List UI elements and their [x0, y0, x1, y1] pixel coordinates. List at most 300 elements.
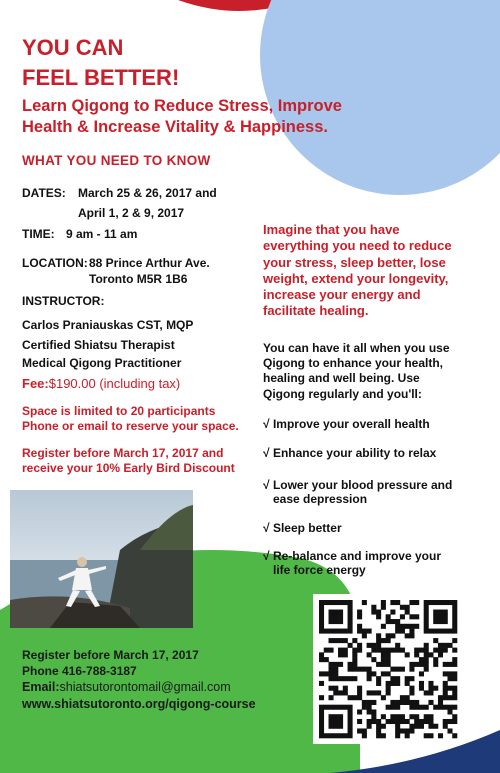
qr-module: [367, 705, 372, 710]
qr-module: [414, 700, 419, 705]
imagine-line6: facilitate healing.: [263, 303, 369, 319]
qr-module: [405, 610, 410, 615]
qr-module: [438, 652, 443, 657]
benefits-intro-line2: Qigong to enhance your health,: [263, 356, 444, 371]
imagine-line2: everything you need to reduce: [263, 238, 452, 254]
qr-module: [324, 671, 329, 676]
qr-module: [357, 690, 362, 695]
qr-module: [447, 676, 452, 681]
qr-module: [424, 733, 429, 738]
benefit-item: [263, 521, 342, 535]
qr-module: [319, 671, 324, 676]
qr-module: [390, 681, 395, 686]
qr-module: [343, 733, 348, 738]
qr-module: [443, 719, 448, 724]
qr-module: [452, 686, 457, 691]
qr-module: [333, 600, 338, 605]
location-line1: 88 Prince Arthur Ave.: [89, 256, 210, 270]
qr-module: [409, 600, 414, 605]
qr-module: [424, 614, 429, 619]
fee-label: Fee:: [22, 376, 49, 391]
qr-module: [395, 705, 400, 710]
benefit-item: [263, 446, 436, 460]
qr-module: [390, 714, 395, 719]
qr-module: [452, 605, 457, 610]
qr-module: [447, 695, 452, 700]
qr-module: [348, 695, 353, 700]
qr-module: [447, 643, 452, 648]
qr-module: [381, 662, 386, 667]
qr-module: [452, 714, 457, 719]
qr-module: [452, 676, 457, 681]
qr-module: [381, 600, 386, 605]
qr-module: [447, 671, 452, 676]
qr-module: [409, 667, 414, 672]
qr-module: [428, 690, 433, 695]
qr-module: [343, 705, 348, 710]
qr-module: [333, 667, 338, 672]
benefits-intro-line1: You can have it all when you use: [263, 341, 450, 355]
qr-module: [428, 686, 433, 691]
qr-module: [443, 686, 448, 691]
qr-module: [433, 600, 438, 605]
qr-module: [357, 643, 362, 648]
qr-module: [338, 662, 343, 667]
qr-module: [438, 610, 443, 615]
qr-module: [333, 614, 338, 619]
qr-module: [348, 600, 353, 605]
qr-module: [381, 638, 386, 643]
qr-module: [409, 724, 414, 729]
qr-module: [443, 662, 448, 667]
website-link[interactable]: www.shiatsutoronto.org/qigong-course: [22, 697, 256, 711]
qr-module: [329, 686, 334, 691]
qr-module: [447, 728, 452, 733]
qr-module: [428, 600, 433, 605]
location-line2: Toronto M5R 1B6: [89, 272, 188, 286]
qr-module: [357, 719, 362, 724]
qr-module: [324, 657, 329, 662]
benefit-item: [263, 549, 441, 578]
qr-module: [395, 648, 400, 653]
qr-module: [438, 648, 443, 653]
qr-module: [438, 600, 443, 605]
qr-module: [319, 705, 324, 710]
qr-module: [329, 714, 334, 719]
qr-module: [352, 648, 357, 653]
qr-module: [329, 667, 334, 672]
qr-module: [333, 619, 338, 624]
qr-module: [414, 714, 419, 719]
qr-module: [414, 662, 419, 667]
qr-module: [333, 629, 338, 634]
qr-module: [329, 619, 334, 624]
qr-module: [452, 657, 457, 662]
qr-module: [395, 600, 400, 605]
qr-module: [400, 700, 405, 705]
qr-module: [386, 686, 391, 691]
qr-module: [333, 705, 338, 710]
qr-module: [438, 614, 443, 619]
qr-module: [395, 733, 400, 738]
qr-module: [362, 728, 367, 733]
qr-module: [419, 681, 424, 686]
qr-code-frame: [313, 594, 463, 744]
qr-module: [319, 714, 324, 719]
qr-module: [438, 700, 443, 705]
qr-module: [400, 624, 405, 629]
qr-module: [443, 600, 448, 605]
qr-module: [329, 719, 334, 724]
dates-label: DATES:: [22, 186, 66, 200]
qr-module: [438, 705, 443, 710]
qr-module: [386, 614, 391, 619]
qr-module: [400, 719, 405, 724]
qr-module: [443, 724, 448, 729]
qr-module: [376, 681, 381, 686]
qr-module: [405, 676, 410, 681]
qr-module: [376, 728, 381, 733]
qr-module: [371, 643, 376, 648]
qr-module: [324, 705, 329, 710]
qr-module: [319, 614, 324, 619]
qr-module: [333, 638, 338, 643]
qr-module: [348, 719, 353, 724]
subheadline-line1: Learn Qigong to Reduce Stress, Improve: [22, 97, 342, 115]
qr-module: [367, 643, 372, 648]
qr-module: [386, 690, 391, 695]
check-icon: √: [263, 549, 270, 563]
qr-module: [338, 714, 343, 719]
dates-line1: March 25 & 26, 2017 and: [78, 186, 217, 200]
qr-module: [443, 671, 448, 676]
qr-module: [424, 657, 429, 662]
qr-module: [400, 614, 405, 619]
qr-module: [405, 605, 410, 610]
qr-module: [400, 695, 405, 700]
qr-module: [352, 638, 357, 643]
qr-module: [352, 676, 357, 681]
qr-module: [348, 705, 353, 710]
qr-module: [433, 648, 438, 653]
qr-module: [428, 700, 433, 705]
qr-module: [319, 733, 324, 738]
qr-module: [419, 705, 424, 710]
qr-module: [348, 724, 353, 729]
qr-module: [343, 629, 348, 634]
instructor-line3: Medical Qigong Practitioner: [22, 356, 182, 370]
qr-module: [452, 648, 457, 653]
qr-module: [371, 671, 376, 676]
qr-module: [452, 719, 457, 724]
qr-module: [424, 667, 429, 672]
qr-module: [409, 705, 414, 710]
qr-module: [338, 733, 343, 738]
qr-module: [367, 719, 372, 724]
qr-module: [452, 705, 457, 710]
qr-module: [447, 629, 452, 634]
qr-module: [419, 719, 424, 724]
qr-module: [386, 705, 391, 710]
qr-module: [357, 686, 362, 691]
email-label: Email:: [22, 680, 60, 694]
qr-module: [319, 605, 324, 610]
benefit-text-line2: life force energy: [273, 563, 366, 578]
qr-module: [390, 648, 395, 653]
qr-module: [319, 719, 324, 724]
qr-module: [428, 714, 433, 719]
subheadline-line2: Health & Increase Vitality & Happiness.: [22, 118, 328, 137]
qr-module: [371, 690, 376, 695]
qr-module: [405, 624, 410, 629]
qr-module: [371, 700, 376, 705]
benefit-text: Re-balance and improve your: [272, 549, 441, 563]
imagine-line5: increase your energy and: [263, 287, 421, 302]
qr-module: [324, 733, 329, 738]
qr-module: [319, 681, 324, 686]
qr-module: [376, 610, 381, 615]
qr-module: [400, 648, 405, 653]
qr-module: [452, 638, 457, 643]
qr-module: [338, 610, 343, 615]
qr-module: [371, 709, 376, 714]
qr-module: [452, 614, 457, 619]
qr-module: [329, 676, 334, 681]
email-link[interactable]: shiatsutorontomail@gmail.com: [59, 680, 231, 694]
qr-module: [357, 624, 362, 629]
qr-module: [319, 619, 324, 624]
qr-module: [409, 714, 414, 719]
qr-module: [319, 709, 324, 714]
qr-module: [386, 633, 391, 638]
qr-module: [405, 719, 410, 724]
qr-module: [447, 686, 452, 691]
qr-module: [409, 629, 414, 634]
subheadline: [22, 96, 342, 139]
qr-module: [333, 610, 338, 615]
qr-module: [438, 619, 443, 624]
qr-module: [386, 638, 391, 643]
qr-module: [352, 652, 357, 657]
qr-module: [395, 681, 400, 686]
qr-module: [386, 719, 391, 724]
dates-line2: April 1, 2 & 9, 2017: [78, 206, 185, 220]
qr-module: [362, 700, 367, 705]
qr-module: [362, 667, 367, 672]
register-line2: receive your 10% Early Bird Discount: [22, 461, 235, 475]
qr-module: [367, 629, 372, 634]
qr-module: [390, 610, 395, 615]
qr-module: [319, 600, 324, 605]
qr-module: [428, 733, 433, 738]
qr-module: [390, 633, 395, 638]
qr-module: [414, 624, 419, 629]
qr-module: [338, 629, 343, 634]
qr-module: [381, 671, 386, 676]
qr-module: [409, 662, 414, 667]
imagine-line4: weight, extend your longevity,: [263, 270, 449, 286]
qr-module: [319, 724, 324, 729]
register-line1: Register before March 17, 2017 and: [22, 446, 224, 460]
qr-module: [367, 671, 372, 676]
qr-module: [329, 629, 334, 634]
qr-module: [338, 724, 343, 729]
qr-module: [447, 709, 452, 714]
qr-module: [376, 638, 381, 643]
qr-module: [333, 724, 338, 729]
space-line2: Phone or email to reserve your space.: [22, 419, 239, 433]
qr-module: [348, 667, 353, 672]
qr-module: [433, 662, 438, 667]
qr-module: [371, 714, 376, 719]
qr-module: [428, 652, 433, 657]
qr-module: [362, 633, 367, 638]
qr-module: [424, 605, 429, 610]
qr-module: [381, 652, 386, 657]
qr-module: [343, 686, 348, 691]
qr-module: [381, 695, 386, 700]
qr-module: [367, 652, 372, 657]
qr-module: [386, 619, 391, 624]
qr-module: [424, 600, 429, 605]
qr-module: [443, 690, 448, 695]
qr-module: [452, 610, 457, 615]
qr-module: [357, 728, 362, 733]
fee: [22, 376, 180, 391]
qr-module: [367, 667, 372, 672]
qr-module: [400, 605, 405, 610]
qr-module: [424, 619, 429, 624]
qr-module: [438, 629, 443, 634]
qr-module: [409, 614, 414, 619]
qr-module: [343, 648, 348, 653]
benefits-intro-line4: Qigong regularly and you'll:: [263, 386, 422, 401]
qr-module: [381, 733, 386, 738]
qr-module: [400, 667, 405, 672]
instructor-label: INSTRUCTOR:: [22, 294, 105, 308]
qr-module: [409, 700, 414, 705]
photo-scene: [10, 490, 193, 628]
qr-module: [381, 605, 386, 610]
qr-module: [319, 624, 324, 629]
qr-module: [329, 662, 334, 667]
qr-module: [452, 695, 457, 700]
qr-module: [319, 629, 324, 634]
benefit-text: Improve your overall health: [272, 417, 430, 431]
qr-module: [338, 719, 343, 724]
qr-module: [338, 600, 343, 605]
qr-module: [381, 648, 386, 653]
qr-module: [333, 690, 338, 695]
qr-module: [371, 610, 376, 615]
qr-module: [452, 662, 457, 667]
qr-module: [386, 662, 391, 667]
qr-module: [333, 733, 338, 738]
qr-module: [329, 614, 334, 619]
qr-module: [419, 724, 424, 729]
qr-module: [428, 719, 433, 724]
imagine-line3: your stress, sleep better, lose: [263, 254, 446, 270]
qr-module: [443, 681, 448, 686]
instructor-line2: Certified Shiatsu Therapist: [22, 338, 175, 352]
qr-module: [452, 671, 457, 676]
qr-module: [443, 610, 448, 615]
contact-phone: Phone 416-788-3187: [22, 664, 137, 679]
qr-module: [376, 719, 381, 724]
qr-module: [452, 690, 457, 695]
qr-module: [362, 705, 367, 710]
qr-module: [433, 705, 438, 710]
qr-module: [419, 662, 424, 667]
qr-module: [338, 652, 343, 657]
qr-module: [390, 667, 395, 672]
qr-module: [386, 671, 391, 676]
qr-module: [409, 676, 414, 681]
qr-module: [390, 705, 395, 710]
qr-module: [424, 624, 429, 629]
qr-module: [395, 714, 400, 719]
qr-module: [390, 676, 395, 681]
qr-module: [329, 695, 334, 700]
qr-module: [414, 705, 419, 710]
benefit-text: Lower your blood pressure and: [272, 478, 453, 492]
qr-module: [409, 633, 414, 638]
benefits-intro-line3: healing and well being. Use: [263, 371, 420, 386]
qr-module: [376, 648, 381, 653]
qr-module: [348, 662, 353, 667]
headline-line1: YOU CAN: [22, 35, 124, 60]
qr-module: [414, 614, 419, 619]
qr-module: [395, 624, 400, 629]
qr-module: [371, 657, 376, 662]
qr-module: [357, 629, 362, 634]
fee-value: $190.00 (including tax): [48, 376, 181, 391]
section-title: WHAT YOU NEED TO KNOW: [22, 153, 211, 168]
qr-module: [333, 662, 338, 667]
qr-module: [343, 676, 348, 681]
qr-module: [386, 648, 391, 653]
qr-module: [433, 610, 438, 615]
qr-module: [433, 657, 438, 662]
qr-module: [405, 695, 410, 700]
qr-module: [433, 614, 438, 619]
qr-module: [362, 733, 367, 738]
benefit-text: Enhance your ability to relax: [272, 446, 437, 460]
qr-module: [409, 690, 414, 695]
benefit-item: [263, 417, 430, 431]
qr-module: [400, 629, 405, 634]
qr-module: [424, 690, 429, 695]
qr-module: [424, 643, 429, 648]
qr-module: [424, 662, 429, 667]
qr-module: [319, 728, 324, 733]
qr-module: [414, 719, 419, 724]
qr-module: [324, 629, 329, 634]
qr-module: [357, 667, 362, 672]
qr-module: [367, 690, 372, 695]
qr-module: [348, 643, 353, 648]
qr-module: [381, 624, 386, 629]
qr-module: [367, 700, 372, 705]
qr-module: [319, 610, 324, 615]
qr-module: [348, 733, 353, 738]
qr-module: [395, 700, 400, 705]
benefits-intro: [263, 341, 450, 402]
qr-module: [333, 686, 338, 691]
benefit-item: [263, 478, 452, 507]
qr-module: [348, 619, 353, 624]
qr-module: [395, 719, 400, 724]
